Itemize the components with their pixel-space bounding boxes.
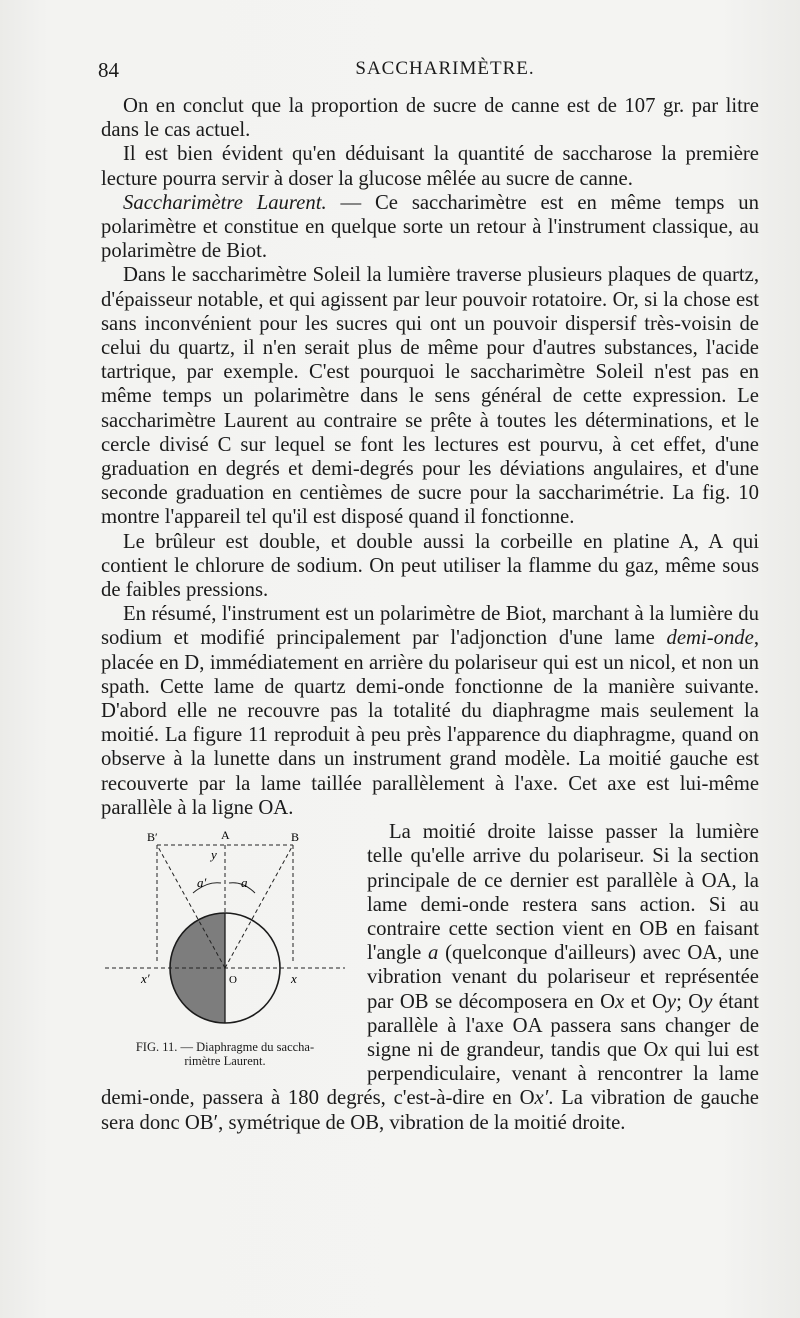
paragraph-6-emphasis: demi-onde [666, 627, 754, 650]
diaphragm-diagram [95, 823, 355, 1038]
label-y: y [211, 847, 217, 863]
paragraph-1: On en conclut que la proportion de sucre de canne est de 107 gr. par litre dans le cas actuel. [101, 95, 759, 142]
label-a: A [221, 828, 230, 843]
section-title: Saccharimètre Laurent. [123, 191, 327, 214]
caption-line-2: rimètre Laurent. [184, 1054, 266, 1069]
label-angle-right: a [241, 875, 248, 891]
ray-ob [225, 845, 293, 968]
p7-var-x2: x [658, 1038, 668, 1061]
running-title: SACCHARIMÈTRE. [355, 58, 535, 79]
p7-text-f: qui lui est perpendiculaire, venant à rencontrer la lame demi-onde, passera à 180 degrés, c'est-à-dire en O [101, 1038, 759, 1110]
paragraph-6 [101, 602, 759, 820]
page-number: 84 [98, 58, 119, 82]
paragraph-3-text: — Ce saccharimètre est en même temps un polarimètre et constitue en quelque sorte un retour à l'instrument classique, au polarimètre de Biot. [101, 191, 759, 263]
label-x-prime: x′ [141, 971, 150, 987]
p7-text-a: La moitié droite laisse passer la lumière telle qu'elle arrive du polariseur. Si la section principale de ce dernier est parallèle à OA, la lame demi-onde restera sans action. Si au contraire cette section vient en OB en faisant l'angle [367, 821, 759, 965]
figure-caption [95, 1040, 355, 1068]
p7-text-g: . La vibration de gauche sera donc OB′, symétrique de OB, vibration de la moitié droite. [101, 1087, 759, 1134]
label-angle-left: a′ [197, 875, 207, 891]
paragraph-3 [101, 191, 759, 264]
p7-var-x3: x′ [534, 1087, 549, 1110]
page-body [101, 94, 759, 1135]
label-x: x [291, 971, 297, 987]
caption-line-1: FIG. 11. — Diaphragme du saccha- [135, 1040, 315, 1055]
paragraph-4: Dans le saccharimètre Soleil la lumière traverse plusieurs plaques de quartz, d'épaisseur notable, et qui agissent par leur pouvoir rotatoire. Or, si la chose est sans inconvénient pour les sucres qui ont un pouvoir dispersif très-voisin de celui du quartz, il n'en serait plus de même pour d'autres substances, l'acide tartrique, par exemple. C'est pourquoi le saccharimètre Soleil n'est pas en même temps un polarimètre dans le sens général de cette expression. Le saccharimètre Laurent au contraire se prête à toutes les déterminations, et le cercle divisé C sur lequel se font les lectures est pourvu, à cet effet, d'une graduation en degrés et demi-degrés pour les déviations angulaires, et d'une seconde graduation en centièmes de sucre pour la saccharimétrie. La fig. 10 montre l'appareil tel qu'il est disposé quand il fonctionne. [101, 264, 759, 529]
label-b: B [291, 830, 300, 845]
p7-var-x1: x [615, 990, 625, 1013]
paragraph-2: Il est bien évident qu'en déduisant la quantité de saccharose la première lecture pourra servir à doser la glucose mêlée au sucre de canne. [101, 143, 759, 190]
figure-11 [95, 823, 355, 1082]
p7-var-y1: y [666, 990, 677, 1013]
label-o: O [229, 974, 237, 987]
p7-text-d: ; O [676, 990, 704, 1013]
p7-text-b: (quelconque d'ailleurs) avec OA, une vibration venant du polariseur et représentée par OB se décomposera en O [367, 942, 759, 1013]
p7-text-e: étant parallèle à l'axe OA passera sans changer de signe ni de grandeur, tandis que O [367, 990, 759, 1061]
p7-var-y2: y [703, 990, 713, 1013]
p7-text-c: et O [624, 990, 667, 1013]
page-header [98, 58, 762, 88]
paragraph-5: Le brûleur est double, et double aussi la corbeille en platine A, A qui contient le chlorure de sodium. On peut utiliser la flamme du gaz, même sous de faibles pressions. [101, 530, 759, 602]
p7-var-a: a [428, 942, 439, 965]
paragraph-6-text-b: , placée en D, immédiatement en arrière du polariseur qui est un nicol, et non un spath. Cette lame de quartz demi-onde fonctionne de la manière suivante. D'abord elle ne recouvre pas la totalité du diaphragme mais seulement la moitié. La figure 11 reproduit à peu près l'apparence du diaphragme, quand on observe à la lunette dans un instrument grand modèle. La moitié gauche est recouverte par la lame taillée parallèlement à l'axe. Cet axe est lui-même parallèle à la ligne OA. [101, 627, 759, 819]
paragraph-6-text-a: En résumé, l'instrument est un polarimètre de Biot, marchant à la lumière du sodium et modifié principalement par l'adjonction d'une lame [101, 603, 759, 650]
label-b-prime: B′ [147, 830, 158, 845]
